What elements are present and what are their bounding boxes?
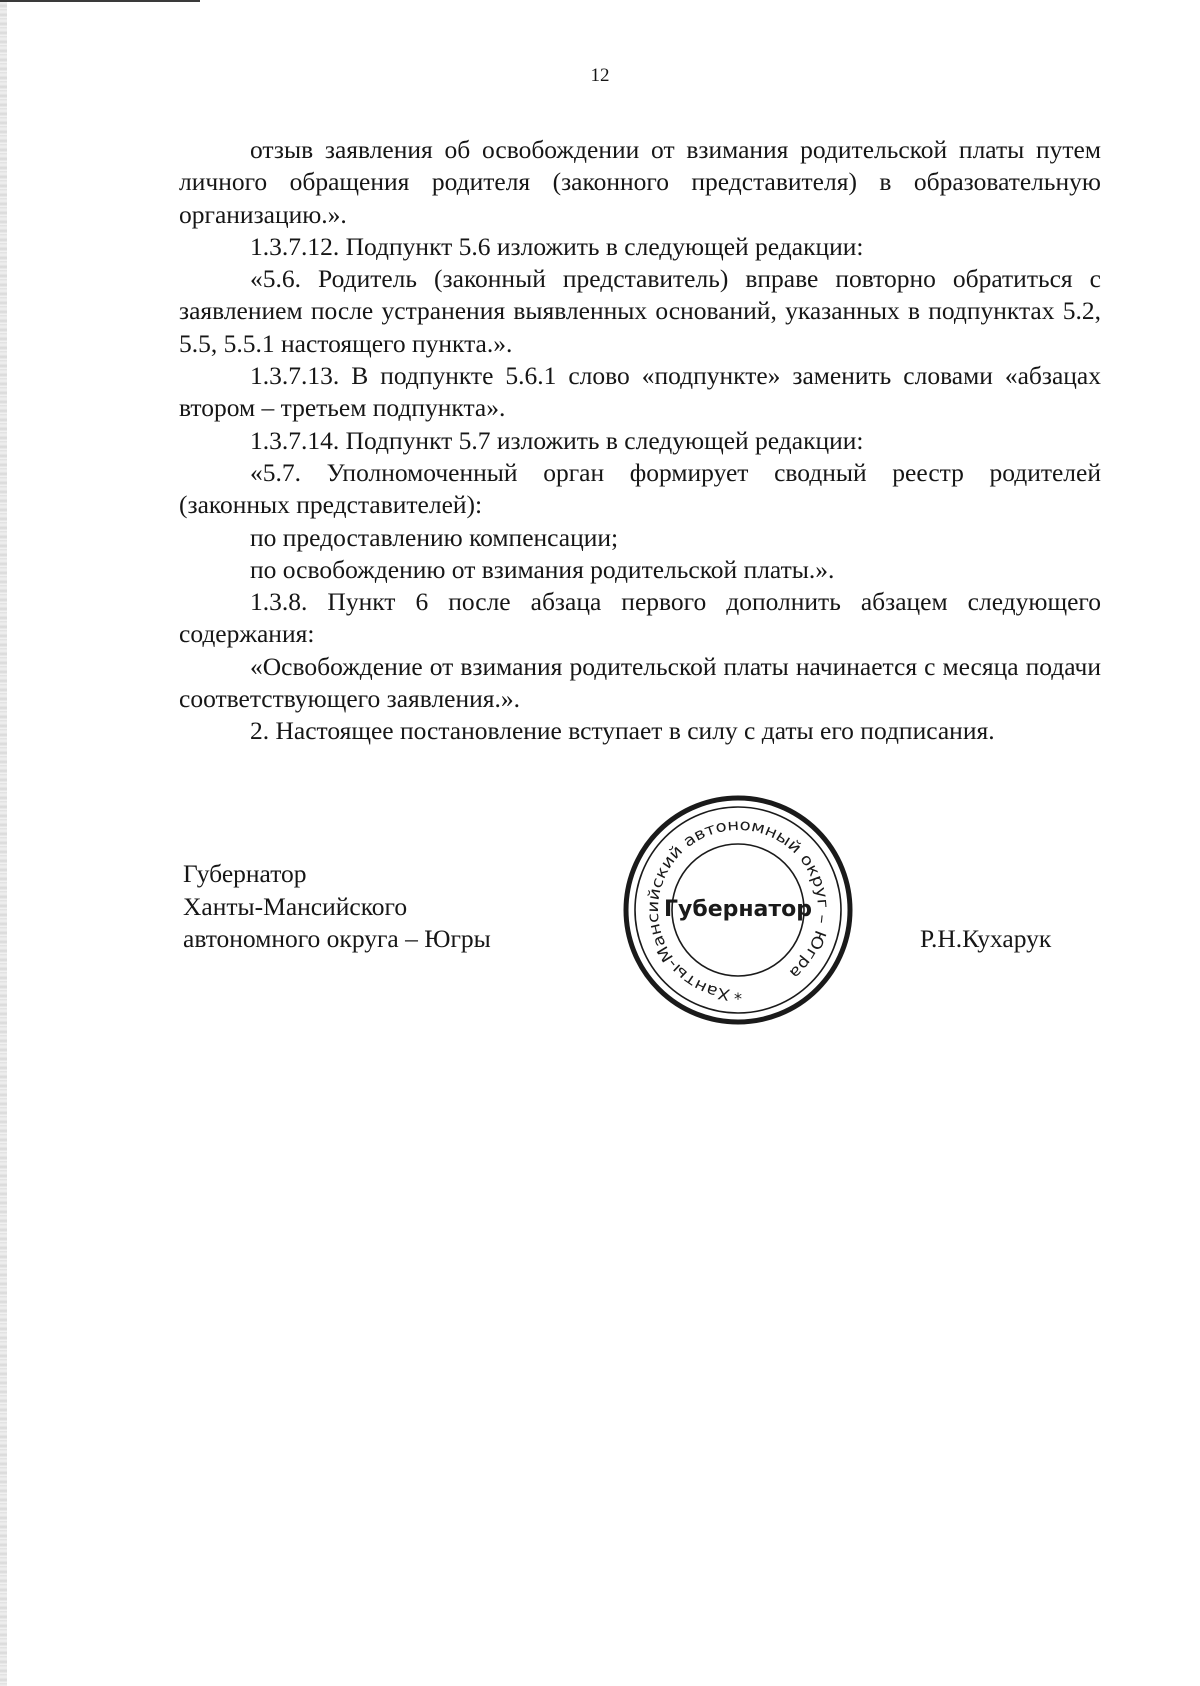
document-body xyxy=(179,134,1101,748)
signatory-title-line: автономного округа – Югры xyxy=(183,924,491,954)
paragraph: 1.3.8. Пункт 6 после абзаца первого дополнить абзацем следующего содержания: xyxy=(179,587,1101,649)
paragraph: «Освобождение от взимания родительской платы начинается с месяца подачи соответствующего заявления.». xyxy=(179,651,1101,714)
paragraph: 2. Настоящее постановление вступает в силу с даты его подписания. xyxy=(250,716,995,746)
page-number: 12 xyxy=(590,65,610,86)
paragraph: «5.7. Уполномоченный орган формирует сводный реестр родителей (законных представителей): xyxy=(179,457,1101,520)
seal-star: * xyxy=(734,989,742,1008)
paragraph: «5.6. Родитель (законный представитель) вправе повторно обратиться с заявлением после устранения выявленных оснований, указанных в подпунктах 5.2, 5.5, 5.5.1 настоящего пункта.». xyxy=(179,264,1101,358)
paragraph: по предоставлению компенсации; xyxy=(250,522,619,552)
paragraph: 1.3.7.13. В подпункте 5.6.1 слово «подпункте» заменить словами «абзацах втором – третьем подпункта». xyxy=(179,361,1101,423)
scan-top-rule xyxy=(0,0,200,2)
official-seal xyxy=(622,794,854,1026)
scan-edge xyxy=(0,0,7,1686)
seal-center-text: Губернатор xyxy=(663,897,813,922)
paragraph: по освобождению от взимания родительской платы.». xyxy=(250,554,835,584)
paragraph: 1.3.7.12. Подпункт 5.6 изложить в следующей редакции: xyxy=(250,231,864,261)
signatory-title-line: Губернатор xyxy=(183,859,307,888)
seal-ring-text-path: Ханты-Мансийский автономный округ – Югра xyxy=(643,815,833,1004)
paragraph: 1.3.7.14. Подпункт 5.7 изложить в следующей редакции: xyxy=(250,425,864,455)
paragraph: отзыв заявления об освобождении от взимания родительской платы путем личного обращения родителя (законного представителя) в образовательную организацию.». xyxy=(179,135,1101,229)
signatory-title-line: Ханты-Мансийского xyxy=(183,891,408,921)
signatory-title xyxy=(183,858,491,956)
signatory-name: Р.Н.Кухарук xyxy=(920,924,1052,953)
